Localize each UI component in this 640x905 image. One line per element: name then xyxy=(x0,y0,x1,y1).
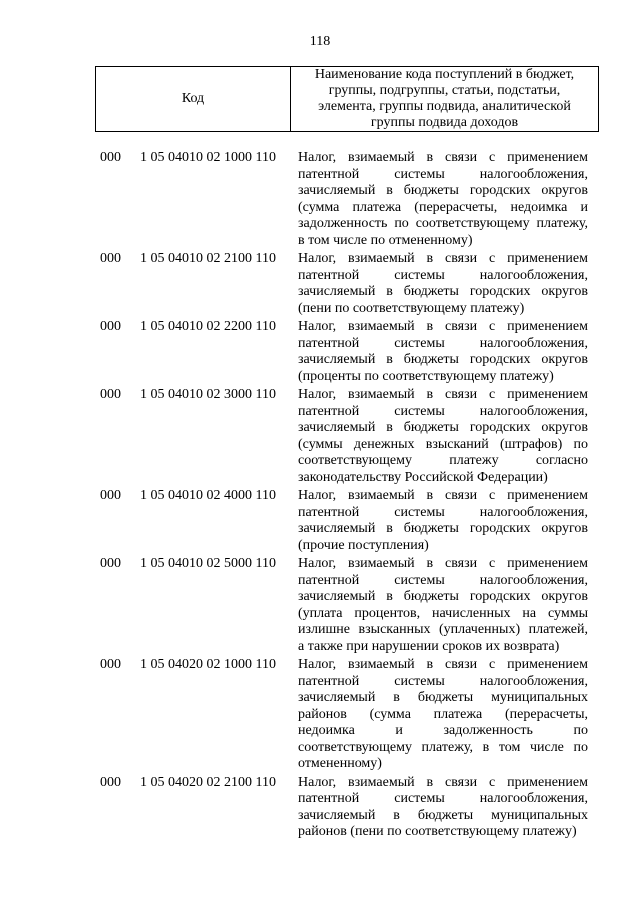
revenue-description xyxy=(298,556,588,655)
table-row xyxy=(0,150,640,249)
description-line: зачисляемый в бюджеты городских округов xyxy=(298,183,588,198)
description-line: (уплата процентов, начисленных на суммы xyxy=(298,605,588,621)
admin-code: 000 xyxy=(100,657,121,672)
description-line: патентной системы налогообложения, xyxy=(298,166,588,182)
admin-code: 000 xyxy=(100,488,121,503)
description-line: недоимка и задолженность по xyxy=(298,723,588,738)
admin-code: 000 xyxy=(100,150,121,165)
header-name-line: группы подвида доходов xyxy=(370,115,519,130)
description-line: Налог, взимаемый в связи с применением xyxy=(298,488,588,503)
revenue-code: 1 05 04010 02 1000 110 xyxy=(140,150,276,165)
description-line: Налог, взимаемый в связи с применением xyxy=(298,387,588,402)
revenue-code: 1 05 04010 02 2200 110 xyxy=(140,319,276,334)
description-line: (суммы денежных взысканий (штрафов) по xyxy=(298,436,588,452)
revenue-description xyxy=(298,251,588,317)
description-line: патентной системы налогообложения, xyxy=(298,403,588,419)
revenue-code: 1 05 04010 02 2100 110 xyxy=(140,251,276,266)
description-line: Налог, взимаемый в связи с применением xyxy=(298,251,588,266)
description-line: патентной системы налогообложения, xyxy=(298,267,588,283)
description-line: излишне взысканных (уплаченных) платежей, xyxy=(298,622,588,637)
description-line: Налог, взимаемый в связи с применением xyxy=(298,319,588,334)
description-line: патентной системы налогообложения, xyxy=(298,335,588,351)
admin-code: 000 xyxy=(100,387,121,402)
table-row xyxy=(0,387,640,486)
revenue-description xyxy=(298,775,588,841)
description-line: зачисляемый в бюджеты муниципальных xyxy=(298,807,588,823)
description-line: соответствующему платежу, в том числе по xyxy=(298,739,588,755)
description-line: Налог, взимаемый в связи с применением xyxy=(298,556,588,571)
description-line: (сумма платежа (перерасчеты, недоимка и xyxy=(298,199,588,215)
admin-code: 000 xyxy=(100,774,121,790)
description-line: (прочие поступления) xyxy=(298,537,429,553)
table-row xyxy=(0,657,640,773)
description-line: патентной системы налогообложения, xyxy=(298,572,588,588)
description-line: зачисляемый в бюджеты городских округов xyxy=(298,420,588,435)
description-line: патентной системы налогообложения, xyxy=(298,673,588,689)
revenue-code: 1 05 04010 02 5000 110 xyxy=(140,556,276,571)
description-line: патентной системы налогообложения, xyxy=(298,791,588,806)
description-line: законодательству Российской Федерации) xyxy=(298,469,548,485)
revenue-code: 1 05 04020 02 2100 110 xyxy=(140,774,276,790)
admin-code: 000 xyxy=(100,251,121,266)
table-row xyxy=(0,488,640,554)
revenue-description xyxy=(298,657,588,773)
description-line: патентной системы налогообложения, xyxy=(298,504,588,520)
header-name-line: элемента, группы подвида, аналитической xyxy=(318,99,571,114)
description-line: зачисляемый в бюджеты городских округов xyxy=(298,284,588,299)
header-name-cell xyxy=(291,67,598,131)
revenue-code: 1 05 04020 02 1000 110 xyxy=(140,657,276,672)
description-line: (пени по соответствующему платежу) xyxy=(298,300,525,316)
description-line: (проценты по соответствующему платежу) xyxy=(298,368,554,384)
revenue-description xyxy=(298,387,588,486)
description-line: соответствующему платежу согласно xyxy=(298,453,588,468)
description-line: зачисляемый в бюджеты муниципальных xyxy=(298,690,588,705)
description-line: задолженность по соответствующему платежу, xyxy=(298,216,588,231)
description-line: районов (пени по соответствующему платежу) xyxy=(298,824,577,839)
revenue-code: 1 05 04010 02 4000 110 xyxy=(140,488,276,503)
description-line: зачисляемый в бюджеты городских округов xyxy=(298,352,588,367)
description-line: отмененному) xyxy=(298,756,382,771)
revenue-description xyxy=(298,488,588,554)
admin-code: 000 xyxy=(100,319,121,334)
admin-code: 000 xyxy=(100,556,121,571)
description-line: Налог, взимаемый в связи с применением xyxy=(298,150,588,165)
page-number: 118 xyxy=(309,34,331,49)
description-line: Налог, взимаемый в связи с применением xyxy=(298,657,588,672)
header-name-line: группы, подгруппы, статьи, подстатьи, xyxy=(328,83,561,98)
revenue-code: 1 05 04010 02 3000 110 xyxy=(140,387,276,402)
description-line: зачисляемый в бюджеты городских округов xyxy=(298,521,588,536)
revenue-code-list xyxy=(0,150,640,843)
description-line: районов (сумма платежа (перерасчеты, xyxy=(298,706,588,722)
description-line: а также при нарушении сроков их возврата) xyxy=(298,638,560,654)
table-row xyxy=(0,251,640,317)
description-line: Налог, взимаемый в связи с применением xyxy=(298,774,588,790)
table-header xyxy=(95,66,599,132)
description-line: зачисляемый в бюджеты городских округов xyxy=(298,589,588,604)
header-code-cell: Код xyxy=(96,67,291,131)
table-row xyxy=(0,556,640,655)
revenue-description xyxy=(298,150,588,249)
header-name-line: Наименование кода поступлений в бюджет, xyxy=(314,67,575,82)
revenue-description xyxy=(298,319,588,385)
table-row xyxy=(0,775,640,841)
table-row xyxy=(0,319,640,385)
description-line: в том числе по отмененному) xyxy=(298,232,473,248)
